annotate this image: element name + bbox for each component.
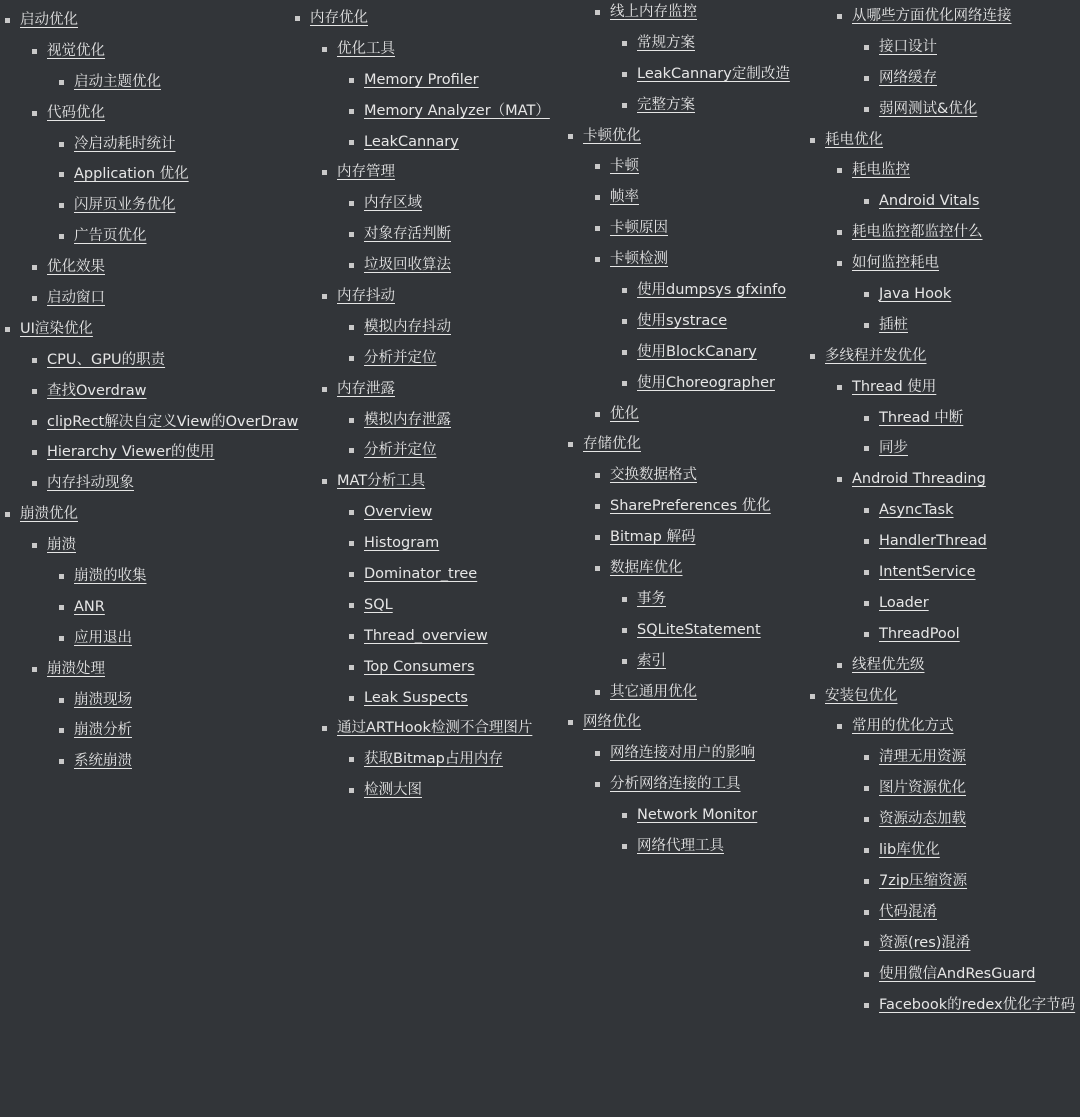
bullet-icon [595,751,600,756]
bullet-icon [837,385,842,390]
bullet-icon [568,134,573,139]
outline-link[interactable]: Memory Analyzer（MAT） [364,102,550,119]
outline-link[interactable]: 分析网络连接的工具 [610,776,741,793]
outline-link[interactable]: ThreadPool [879,625,960,642]
outline-link[interactable]: 数据库优化 [610,560,683,577]
bullet-icon [595,412,600,417]
outline-link[interactable]: Thread 中断 [879,409,964,426]
outline-link[interactable]: 内存优化 [310,10,368,26]
outline-link[interactable]: Histogram [364,535,440,552]
outline-link[interactable]: 优化工具 [337,40,395,57]
bullet-icon [864,786,869,791]
outline-link[interactable]: 优化 [610,405,639,422]
bullet-icon [864,632,869,637]
bullet-icon [864,416,869,421]
bullet-icon [837,230,842,235]
outline-link[interactable]: 模拟内存抖动 [364,318,451,335]
bullet-icon [349,603,354,608]
bullet-icon [837,168,842,173]
bullet-icon [864,323,869,328]
outline-link[interactable]: 检测大图 [364,782,422,799]
bullet-icon [322,726,327,731]
bullet-icon [32,450,37,455]
bullet-icon [864,76,869,81]
bullet-icon [59,636,64,641]
bullet-icon [59,759,64,764]
bullet-icon [349,325,354,330]
outline-link[interactable]: Memory Profiler [364,71,479,88]
bullet-icon [32,49,37,54]
bullet-icon [622,103,627,108]
bullet-icon [59,698,64,703]
outline-link[interactable]: 其它通用优化 [610,683,697,700]
bullet-icon [864,107,869,112]
outline-link[interactable]: 帧率 [610,189,639,206]
bullet-icon [349,418,354,423]
bullet-icon [5,327,10,332]
outline-link[interactable]: 垃圾回收算法 [364,257,451,274]
outline-link[interactable]: 卡顿原因 [610,220,668,237]
bullet-icon [295,16,300,21]
bullet-icon [864,910,869,915]
outline-link[interactable]: 崩溃分析 [74,722,132,739]
bullet-icon [349,788,354,793]
bullet-icon [864,879,869,884]
outline-link[interactable]: 卡顿 [610,158,639,175]
outline-link[interactable]: Thread 使用 [852,378,937,395]
bullet-icon [59,234,64,239]
bullet-icon [349,665,354,670]
outline-link[interactable]: 清理无用资源 [879,749,966,766]
bullet-icon [595,690,600,695]
outline-link[interactable]: 图片资源优化 [879,780,966,797]
bullet-icon [622,350,627,355]
outline-link[interactable]: 崩溃优化 [20,506,78,523]
outline-link[interactable]: 从哪些方面优化网络连接 [852,8,1012,24]
outline-link[interactable]: IntentService [879,564,976,581]
outline-link[interactable]: 代码优化 [47,104,105,121]
bullet-icon [837,14,842,19]
outline-link[interactable]: SQL [364,596,393,613]
outline-link[interactable]: Application 优化 [74,166,189,183]
outline-link[interactable]: 索引 [637,652,666,669]
bullet-icon [349,356,354,361]
outline-link[interactable]: 网络代理工具 [637,838,724,855]
outline-link[interactable]: 卡顿检测 [610,251,668,268]
outline-link[interactable]: 插桩 [879,316,908,333]
bullet-icon [32,358,37,363]
bullet-icon [864,755,869,760]
outline-link[interactable]: 模拟内存泄露 [364,411,451,428]
outline-link[interactable]: HandlerThread [879,533,987,550]
bullet-icon [349,510,354,515]
outline-link[interactable]: Network Monitor [637,807,758,824]
outline-link[interactable]: 存储优化 [583,436,641,453]
bullet-icon [349,78,354,83]
bullet-icon [622,72,627,77]
bullet-icon [32,667,37,672]
outline-link[interactable]: 对象存活判断 [364,226,451,243]
bullet-icon [864,941,869,946]
outline-link[interactable]: Loader [879,594,929,611]
outline-link[interactable]: 多线程并发优化 [825,347,927,364]
outline-link[interactable]: MAT分析工具 [337,473,426,490]
bullet-icon [864,292,869,297]
outline-link[interactable]: Android Vitals [879,193,980,210]
bullet-icon [595,226,600,231]
outline-link[interactable]: Hierarchy Viewer的使用 [47,444,215,461]
bullet-icon [595,473,600,478]
bullet-icon [622,628,627,633]
outline-link[interactable]: 线程优先级 [852,656,925,673]
outline-link[interactable]: Java Hook [879,286,952,303]
outline-link[interactable]: 系统崩溃 [74,753,132,770]
outline-link[interactable]: ANR [74,598,105,615]
bullet-icon [837,261,842,266]
outline-link[interactable]: AsyncTask [879,502,954,519]
outline-link[interactable]: 常规方案 [637,34,695,51]
outline-link[interactable]: Thread_overview [364,627,488,644]
bullet-icon [59,203,64,208]
bullet-icon [864,972,869,977]
bullet-icon [622,597,627,602]
outline-link[interactable]: Overview [364,504,433,521]
outline-link[interactable]: 通过ARTHook检测不合理图片 [337,720,533,737]
bullet-icon [32,420,37,425]
bullet-icon [595,535,600,540]
bullet-icon [837,663,842,668]
bullet-icon [595,504,600,509]
outline-link[interactable]: 资源(res)混淆 [879,934,971,951]
outline-link[interactable]: 网络缓存 [879,69,937,86]
bullet-icon [349,696,354,701]
outline-link[interactable]: 崩溃 [47,537,76,554]
outline-link[interactable]: 优化效果 [47,259,105,276]
outline-link[interactable]: 网络优化 [583,714,641,731]
bullet-icon [59,142,64,147]
bullet-icon [349,232,354,237]
bullet-icon [864,199,869,204]
outline-link[interactable]: LeakCannary定制改造 [637,65,790,82]
bullet-icon [32,389,37,394]
outline-link[interactable]: 卡顿优化 [583,127,641,144]
outline-link[interactable]: 冷启动耗时统计 [74,135,176,152]
bullet-icon [349,572,354,577]
outline-link[interactable]: Facebook的redex优化字节码 [879,996,1076,1013]
bullet-icon [349,109,354,114]
outline-link[interactable]: 内存抖动 [337,288,395,305]
bullet-icon [349,263,354,268]
bullet-icon [349,634,354,639]
outline-link[interactable]: 事务 [637,590,666,607]
bullet-icon [864,539,869,544]
outline-link[interactable]: SharePreferences 优化 [610,498,771,515]
outline-link[interactable]: 7zip压缩资源 [879,872,968,889]
bullet-icon [864,601,869,606]
outline-link[interactable]: 耗电优化 [825,131,883,148]
outline-link[interactable]: 分析并定位 [364,349,437,366]
bullet-icon [568,720,573,725]
bullet-icon [810,138,815,143]
bullet-icon [810,694,815,699]
bullet-icon [864,848,869,853]
bullet-icon [864,1003,869,1008]
outline-link[interactable]: 耗电监控 [852,162,910,179]
bullet-icon [864,446,869,451]
bullet-icon [622,813,627,818]
bullet-icon [322,479,327,484]
outline-link[interactable]: 视觉优化 [47,42,105,59]
outline-link[interactable]: Dominator_tree [364,566,478,583]
bullet-icon [59,172,64,177]
outline-link[interactable]: 使用dumpsys gfxinfo [637,282,787,299]
bullet-icon [32,543,37,548]
bullet-icon [622,381,627,386]
outline-link[interactable]: 内存泄露 [337,380,395,397]
outline-link[interactable]: CPU、GPU的职责 [47,351,166,368]
outline-link[interactable]: 常用的优化方式 [852,718,954,735]
bullet-icon [837,477,842,482]
outline-link[interactable]: clipRect解决自定义View的OverDraw [47,413,299,430]
outline-link[interactable]: 查找Overdraw [47,382,147,399]
outline-link[interactable]: 使用BlockCanary [637,343,757,360]
outline-link[interactable]: 安装包优化 [825,687,898,704]
bullet-icon [568,442,573,447]
outline-link[interactable]: 交换数据格式 [610,467,697,484]
bullet-icon [622,659,627,664]
bullet-icon [322,387,327,392]
bullet-icon [595,566,600,571]
bullet-icon [32,481,37,486]
outline-link[interactable]: 启动主题优化 [74,73,161,90]
bullet-icon [59,605,64,610]
bullet-icon [595,164,600,169]
outline-link[interactable]: 广告页优化 [74,228,147,245]
outline-link[interactable]: 资源动态加载 [879,811,966,828]
bullet-icon [864,817,869,822]
bullet-icon [622,844,627,849]
bullet-icon [5,512,10,517]
bullet-icon [349,757,354,762]
outline-link[interactable]: 如何监控耗电 [852,255,939,272]
outline-link[interactable]: 使用systrace [637,312,728,329]
bullet-icon [622,41,627,46]
outline-link[interactable]: 内存抖动现象 [47,475,134,492]
bullet-icon [810,354,815,359]
outline-link[interactable]: 线上内存监控 [610,4,697,20]
bullet-icon [864,45,869,50]
outline-link[interactable]: 分析并定位 [364,442,437,459]
outline-link[interactable]: 崩溃处理 [47,660,105,677]
bullet-icon [595,257,600,262]
bullet-icon [864,508,869,513]
outline-link[interactable]: 耗电监控都监控什么 [852,224,983,241]
outline-link[interactable]: 应用退出 [74,629,132,646]
outline-link[interactable]: 接口设计 [879,38,937,55]
outline-link[interactable]: 内存管理 [337,164,395,181]
outline-link[interactable]: SQLiteStatement [637,621,761,638]
bullet-icon [864,570,869,575]
outline-link[interactable]: 崩溃现场 [74,691,132,708]
bullet-icon [32,265,37,270]
outline-link[interactable]: 内存区域 [364,195,422,212]
bullet-icon [595,782,600,787]
bullet-icon [349,541,354,546]
bullet-icon [622,288,627,293]
bullet-icon [322,294,327,299]
bullet-icon [349,448,354,453]
outline-link[interactable]: 完整方案 [637,96,695,113]
bullet-icon [595,10,600,15]
outline-link[interactable]: Android Threading [852,471,986,488]
outline-link[interactable]: lib库优化 [879,842,940,859]
outline-link[interactable]: 同步 [879,440,908,457]
bullet-icon [59,80,64,85]
bullet-icon [32,111,37,116]
outline-link[interactable]: 闪屏页业务优化 [74,197,176,214]
outline-link[interactable]: 崩溃的收集 [74,568,147,585]
outline-link[interactable]: 弱网测试&优化 [879,100,978,117]
bullet-icon [349,140,354,145]
bullet-icon [59,574,64,579]
bullet-icon [322,47,327,52]
outline-link[interactable]: 启动窗口 [47,290,105,307]
outline-link[interactable]: 网络连接对用户的影响 [610,745,755,762]
bullet-icon [837,724,842,729]
bullet-icon [349,201,354,206]
outline-link[interactable]: 启动优化 [20,12,78,28]
outline-link[interactable]: LeakCannary [364,133,459,150]
bullet-icon [322,170,327,175]
outline-link[interactable]: Top Consumers [364,658,475,675]
bullet-icon [595,195,600,200]
bullet-icon [5,18,10,23]
bullet-icon [622,319,627,324]
outline-link[interactable]: UI渲染优化 [20,320,93,337]
outline-link[interactable]: 使用微信AndResGuard [879,965,1036,982]
bullet-icon [32,296,37,301]
outline-link[interactable]: 代码混淆 [879,903,937,920]
outline-link[interactable]: 使用Choreographer [637,374,775,391]
outline-link[interactable]: Bitmap 解码 [610,529,696,546]
bullet-icon [59,728,64,733]
outline-link[interactable]: Leak Suspects [364,689,468,706]
outline-link[interactable]: 获取Bitmap占用内存 [364,751,503,768]
